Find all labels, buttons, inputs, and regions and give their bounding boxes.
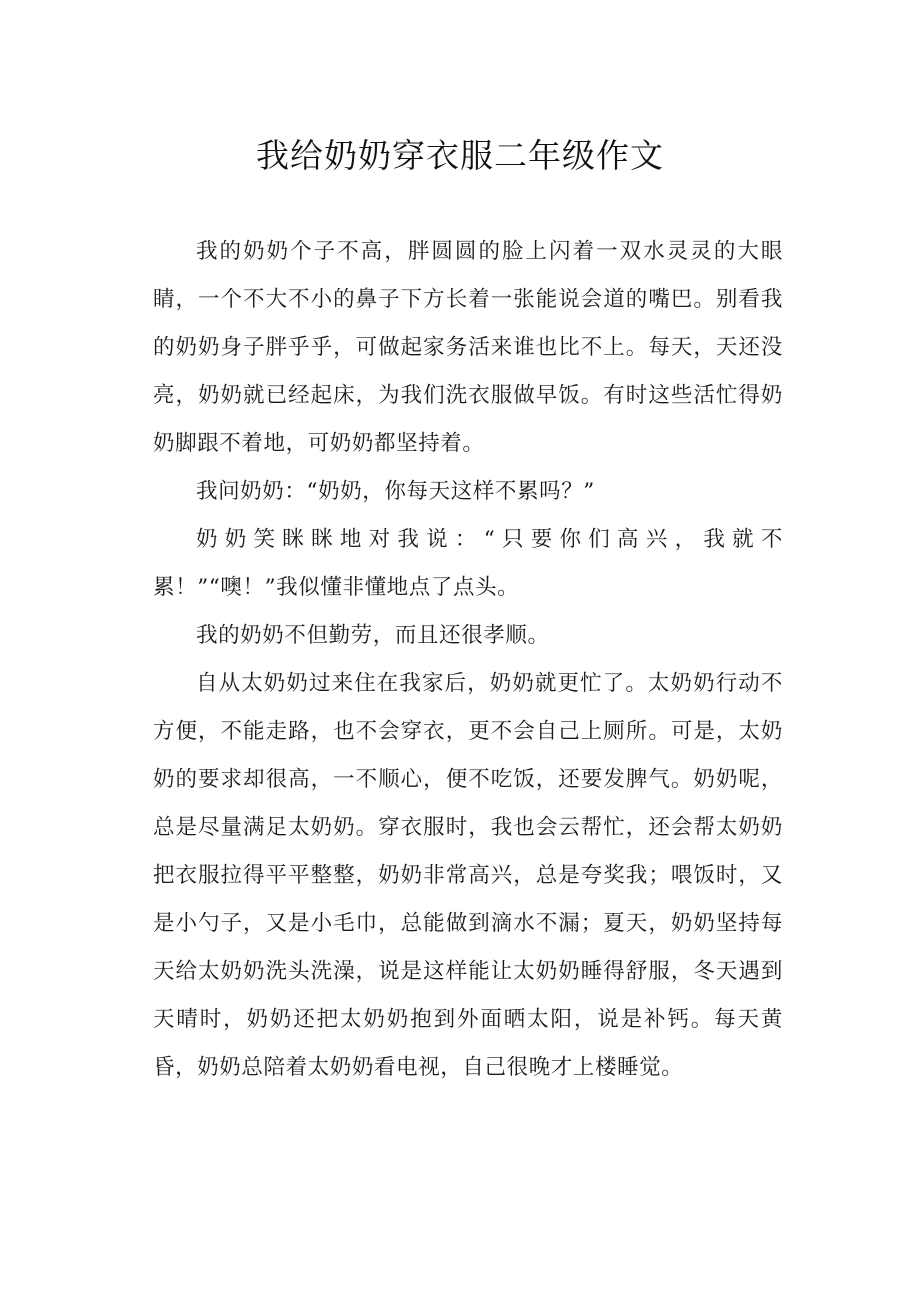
document-title: 我给奶奶穿衣服二年级作文 — [256, 136, 664, 175]
paragraph-3: 奶奶笑眯眯地对我说：“只要你们高兴，我就不累！”“噢！”我似懂非懂地点了点头。 — [153, 527, 783, 600]
paragraph-2: 我问奶奶：“奶奶，你每天这样不累吗？” — [196, 479, 595, 504]
paragraph-4: 我的奶奶不但勤劳，而且还很孝顺。 — [196, 623, 550, 648]
document-body — [153, 228, 783, 1092]
paragraph-1: 我的奶奶个子不高，胖圆圆的脸上闪着一双水灵灵的大眼睛，一个不大不小的鼻子下方长着一张能说会道的嘴巴。别看我的奶奶身子胖乎乎，可做起家务活来谁也比不上。每天，天还没亮，奶奶就已经起床，为我们洗衣服做早饭。有时这些活忙得奶奶脚跟不着地，可奶奶都坚持着。 — [153, 239, 783, 456]
paragraph-5: 自从太奶奶过来住在我家后，奶奶就更忙了。太奶奶行动不方便，不能走路，也不会穿衣，更不会自己上厕所。可是，太奶奶的要求却很高，一不顺心，便不吃饭，还要发脾气。奶奶呢，总是尽量满足太奶奶。穿衣服时，我也会云帮忙，还会帮太奶奶把衣服拉得平平整整，奶奶非常高兴，总是夸奖我；喂饭时，又是小勺子，又是小毛巾，总能做到滴水不漏；夏天，奶奶坚持每天给太奶奶洗头洗澡，说是这样能让太奶奶睡得舒服，冬天遇到天晴时，奶奶还把太奶奶抱到外面晒太阳，说是补钙。每天黄昏，奶奶总陪着太奶奶看电视，自己很晚才上楼睡觉。 — [153, 671, 783, 1080]
